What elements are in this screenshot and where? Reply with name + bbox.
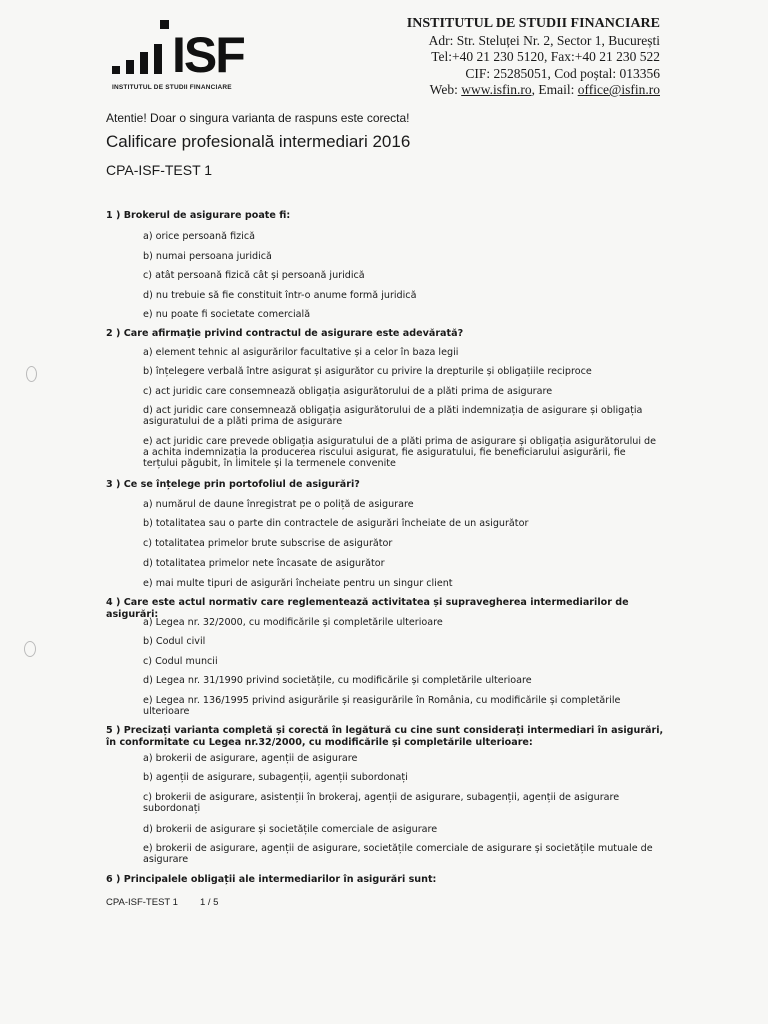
- answer-option: e) nu poate fi societate comercială: [143, 309, 311, 320]
- answer-option: a) orice persoană fizică: [143, 231, 255, 242]
- isf-logo: [110, 18, 250, 98]
- answer-option: b) numai persoana juridică: [143, 251, 272, 262]
- answer-option: b) agenții de asigurare, subagenții, agenții subordonați: [143, 772, 408, 783]
- answer-option: c) brokerii de asigurare, asistenții în brokeraj, agenții de asigurare, subagenții, agenții de asigurare subordonați: [143, 792, 620, 814]
- answer-option: d) Legea nr. 31/1990 privind societățile, cu modificările și completările ulterioare: [143, 675, 532, 686]
- answer-option: e) mai multe tipuri de asigurări încheiate pentru un singur client: [143, 578, 453, 589]
- answer-option: c) Codul muncii: [143, 656, 218, 667]
- page-number: 1 / 5: [199, 897, 219, 908]
- answer-option: e) Legea nr. 136/1995 privind asigurările și reasigurările în România, cu modificările și completările ulterioare: [143, 695, 621, 717]
- logo-dot-icon: [160, 20, 169, 29]
- answer-option: d) totalitatea primelor nete încasate de asigurător: [143, 558, 385, 569]
- institution-phone: Tel:+40 21 230 5120, Fax:+40 21 230 522: [431, 49, 660, 64]
- punch-hole-mark: [26, 366, 37, 382]
- question-5: 5 ) Precizați varianta completă și corectă în legătură cu cine sunt considerați intermediari în asigurări, în conformitate cu Legea nr.32/2000, cu modificările și completările ulterioare:: [106, 725, 664, 748]
- footer-test-code: CPA-ISF-TEST 1: [106, 897, 178, 908]
- institution-address: Adr: Str. Steluței Nr. 2, Sector 1, București: [428, 32, 660, 48]
- institution-contact: Web: www.isfin.ro, Email: office@isfin.ro: [429, 82, 660, 97]
- page-footer: [106, 897, 240, 908]
- question-4: 4 ) Care este actul normativ care reglementează activitatea și supravegherea intermediarilor de asigurări:: [106, 597, 629, 620]
- answer-option: c) act juridic care consemnează obligația asigurătorului de a plăti prima de asigurare: [143, 386, 553, 397]
- answer-option: d) brokerii de asigurare și societățile comerciale de asigurare: [143, 824, 438, 835]
- email-link[interactable]: office@isfin.ro: [577, 82, 660, 97]
- answer-option: e) act juridic care prevede obligația asiguratului de a plăti prima de asigurare și obligația asigurătorului de a achita indemnizația la producerea riscului asigurat, fie asiguratului, fie beneficiarului asigurării, fie terțului păgubit, în limitele și la termenele convenite: [143, 436, 657, 469]
- answer-option: b) totalitatea sau o parte din contractele de asigurări încheiate de un asigurător: [143, 518, 529, 529]
- question-3: 3 ) Ce se înțelege prin portofoliul de asigurări?: [106, 479, 360, 490]
- answer-option: a) brokerii de asigurare, agenții de asigurare: [143, 753, 358, 764]
- question-6: 6 ) Principalele obligații ale intermediarilor în asigurări sunt:: [106, 874, 437, 885]
- answer-option: d) nu trebuie să fie constituit într-o anume formă juridică: [143, 290, 417, 301]
- logo-text: ISF: [172, 27, 244, 83]
- answer-option: a) Legea nr. 32/2000, cu modificările și completările ulterioare: [143, 617, 443, 628]
- institution-name: INSTITUTUL DE STUDII FINANCIARE: [406, 16, 660, 31]
- web-link[interactable]: www.isfin.ro: [461, 82, 532, 97]
- page-title: Calificare profesională intermediari 2016: [106, 132, 411, 151]
- notice-text: Atentie! Doar o singura varianta de raspuns este corecta!: [106, 111, 410, 125]
- question-2: 2 ) Care afirmaţie privind contractul de asigurare este adevărată?: [106, 328, 464, 339]
- answer-option: a) numărul de daune înregistrat pe o poliță de asigurare: [143, 499, 414, 510]
- institution-cif: CIF: 25285051, Cod poștal: 013356: [465, 65, 660, 81]
- answer-option: c) atât persoană fizică cât și persoană juridică: [143, 270, 365, 281]
- question-1: 1 ) Brokerul de asigurare poate fi:: [106, 210, 291, 221]
- answer-option: b) înțelegere verbală între asigurat și asigurător cu privire la drepturile și obligațiile reciproce: [143, 366, 592, 377]
- answer-option: e) brokerii de asigurare, agenții de asigurare, societățile comerciale de asigurare și societățile mutuale de asigurare: [143, 843, 653, 865]
- institution-header: [407, 16, 660, 99]
- answer-option: b) Codul civil: [143, 636, 206, 647]
- logo-bars-icon: [112, 44, 162, 74]
- punch-hole-mark: [24, 641, 36, 657]
- logo-caption: INSTITUTUL DE STUDII FINANCIARE: [112, 84, 232, 91]
- answer-option: d) act juridic care consemnează obligația asigurătorului de a plăti indemnizația de asigurare și obligația asiguratului de a plăti prima de asigurare: [143, 405, 643, 427]
- answer-option: a) element tehnic al asigurărilor facultative și a celor în baza legii: [143, 347, 459, 358]
- answer-option: c) totalitatea primelor brute subscrise de asigurător: [143, 538, 393, 549]
- test-code: CPA-ISF-TEST 1: [106, 162, 213, 178]
